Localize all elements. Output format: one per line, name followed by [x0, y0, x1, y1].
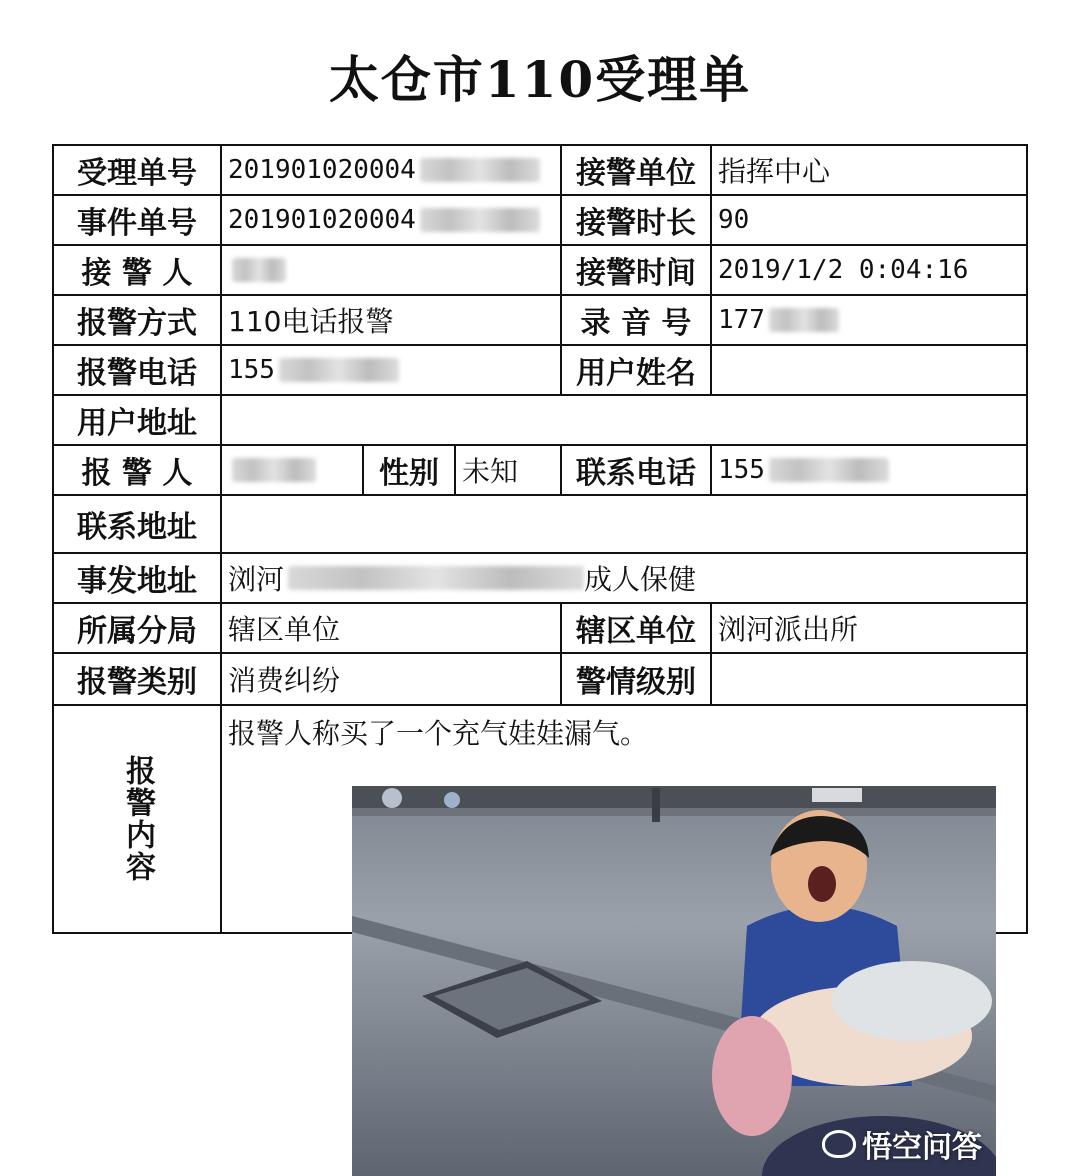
meme-photo-illustration: [352, 786, 996, 1176]
value-user-address: [220, 394, 1028, 446]
value-report-category: 消费纠纷: [220, 652, 562, 706]
label-receiving-unit: 接警单位: [560, 144, 712, 196]
value-operator: [220, 244, 562, 296]
redacted-blur: [420, 208, 540, 232]
meme-photo: [352, 786, 996, 1176]
contact-phone-text: 155: [718, 455, 765, 485]
value-alert-level: [710, 652, 1028, 706]
label-call-time: 接警时间: [560, 244, 712, 296]
label-report-content: 报警内容: [120, 755, 155, 883]
value-user-name: [710, 344, 1028, 396]
value-report-content: 报警人称买了一个充气娃娃漏气。: [220, 704, 1028, 934]
redacted-blur: [232, 258, 286, 282]
value-gender: 未知: [454, 444, 562, 496]
report-phone-text: 155: [228, 355, 275, 385]
label-reporter: 报 警 人: [52, 444, 222, 496]
incident-address-prefix: 浏河: [228, 563, 285, 596]
event-number-text: 201901020004: [228, 205, 416, 235]
label-report-category: 报警类别: [52, 652, 222, 706]
value-call-duration: 90: [710, 194, 1028, 246]
value-contact-phone: [710, 444, 1028, 496]
label-case-number: 受理单号: [52, 144, 222, 196]
value-contact-address: [220, 494, 1028, 554]
label-operator: 接 警 人: [52, 244, 222, 296]
value-report-phone: [220, 344, 562, 396]
incident-address-suffix: 成人保健: [584, 563, 697, 596]
value-incident-address: [220, 552, 1028, 604]
redacted-blur: [769, 308, 839, 332]
value-report-method: 110电话报警: [220, 294, 562, 346]
case-number-text: 201901020004: [228, 155, 416, 185]
label-incident-address: 事发地址: [52, 552, 222, 604]
label-recording-number: 录 音 号: [560, 294, 712, 346]
label-contact-address: 联系地址: [52, 494, 222, 554]
value-recording-number: [710, 294, 1028, 346]
wukong-logo-icon: [822, 1130, 856, 1158]
label-report-content-cell: [52, 704, 222, 934]
redacted-blur: [279, 358, 399, 382]
redacted-blur: [769, 458, 889, 482]
watermark-brand: [822, 1122, 982, 1166]
label-report-phone: 报警电话: [52, 344, 222, 396]
label-event-number: 事件单号: [52, 194, 222, 246]
label-branch: 所属分局: [52, 602, 222, 654]
value-case-number: [220, 144, 562, 196]
value-event-number: [220, 194, 562, 246]
value-jurisdiction-unit: 浏河派出所: [710, 602, 1028, 654]
value-call-time: 2019/1/2 0:04:16: [710, 244, 1028, 296]
label-alert-level: 警情级别: [560, 652, 712, 706]
label-call-duration: 接警时长: [560, 194, 712, 246]
redacted-blur: [420, 158, 540, 182]
label-gender: 性别: [362, 444, 456, 496]
value-reporter: [220, 444, 364, 496]
label-report-method: 报警方式: [52, 294, 222, 346]
form-title: 太仓市110受理单: [328, 50, 752, 109]
watermark-text: 悟空问答: [862, 1130, 982, 1165]
label-contact-phone: 联系电话: [560, 444, 712, 496]
redacted-blur: [232, 458, 316, 482]
value-receiving-unit: 指挥中心: [710, 144, 1028, 196]
label-user-name: 用户姓名: [560, 344, 712, 396]
value-branch: 辖区单位: [220, 602, 562, 654]
redacted-blur: [288, 566, 584, 590]
label-jurisdiction-unit: 辖区单位: [560, 602, 712, 654]
recording-number-text: 177: [718, 305, 765, 335]
label-user-address: 用户地址: [52, 394, 222, 446]
